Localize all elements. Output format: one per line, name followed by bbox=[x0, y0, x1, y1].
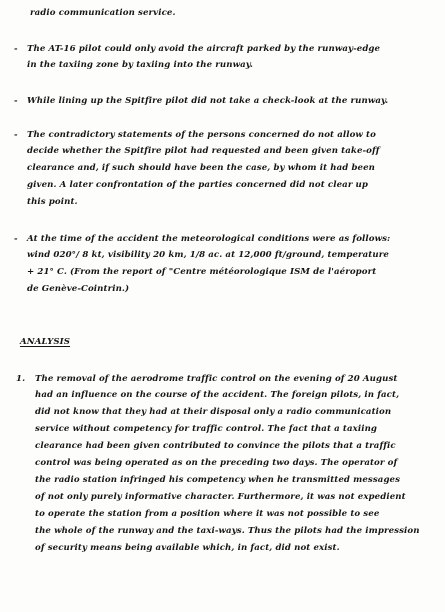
text-line: of not only purely informative character. Furthermore, it was not expedient bbox=[35, 492, 406, 502]
bullet-dash: - bbox=[14, 96, 18, 106]
text-line: decide whether the Spitfire pilot had requested and been given take-off bbox=[27, 146, 380, 156]
bullet-dash: - bbox=[14, 130, 18, 140]
text-line: the radio station infringed his competency when he transmitted messages bbox=[35, 475, 401, 485]
text-line: to operate the station from a position where it was not possible to see bbox=[35, 509, 380, 519]
text-line: did not know that they had at their disposal only a radio communication bbox=[35, 407, 392, 417]
bullet-dash: - bbox=[14, 44, 18, 54]
text-line: had an influence on the course of the accident. The foreign pilots, in fact, bbox=[35, 390, 400, 400]
text-line: radio communication service. bbox=[30, 8, 176, 18]
text-line: de Genève-Cointrin.) bbox=[27, 284, 130, 294]
text-line: of security means being available which, in fact, did not exist. bbox=[35, 543, 340, 553]
section-heading: ANALYSIS bbox=[20, 337, 71, 347]
bullet-dash: - bbox=[14, 234, 18, 244]
text-line: control was being operated as on the preceding two days. The operator of bbox=[35, 458, 398, 468]
text-line: wind 020°/ 8 kt, visibility 20 km, 1/8 ac. at 12,000 ft/ground, temperature bbox=[27, 250, 389, 260]
text-line: service without competency for traffic control. The fact that a taxiing bbox=[35, 424, 378, 434]
text-line: this point. bbox=[27, 197, 78, 207]
text-line: The removal of the aerodrome traffic control on the evening of 20 August bbox=[35, 374, 398, 384]
text-line: in the taxiing zone by taxiing into the runway. bbox=[27, 60, 253, 70]
text-line: While lining up the Spitfire pilot did not take a check-look at the runway. bbox=[27, 96, 389, 106]
text-line: clearance and, if such should have been the case, by whom it had been bbox=[27, 163, 376, 173]
text-line: The AT-16 pilot could only avoid the aircraft parked by the runway-edge bbox=[27, 44, 381, 54]
text-line: At the time of the accident the meteorological conditions were as follows: bbox=[27, 234, 391, 244]
item-number: 1. bbox=[16, 374, 26, 384]
text-line: the whole of the runway and the taxi-ways. Thus the pilots had the impression bbox=[35, 526, 420, 536]
text-line: given. A later confrontation of the parties concerned did not clear up bbox=[27, 180, 368, 190]
text-line: + 21° C. (From the report of "Centre météorologique ISM de l'aéroport bbox=[27, 267, 377, 277]
text-line: clearance had been given contributed to convince the pilots that a traffic bbox=[35, 441, 396, 451]
text-line: The contradictory statements of the persons concerned do not allow to bbox=[27, 130, 376, 140]
